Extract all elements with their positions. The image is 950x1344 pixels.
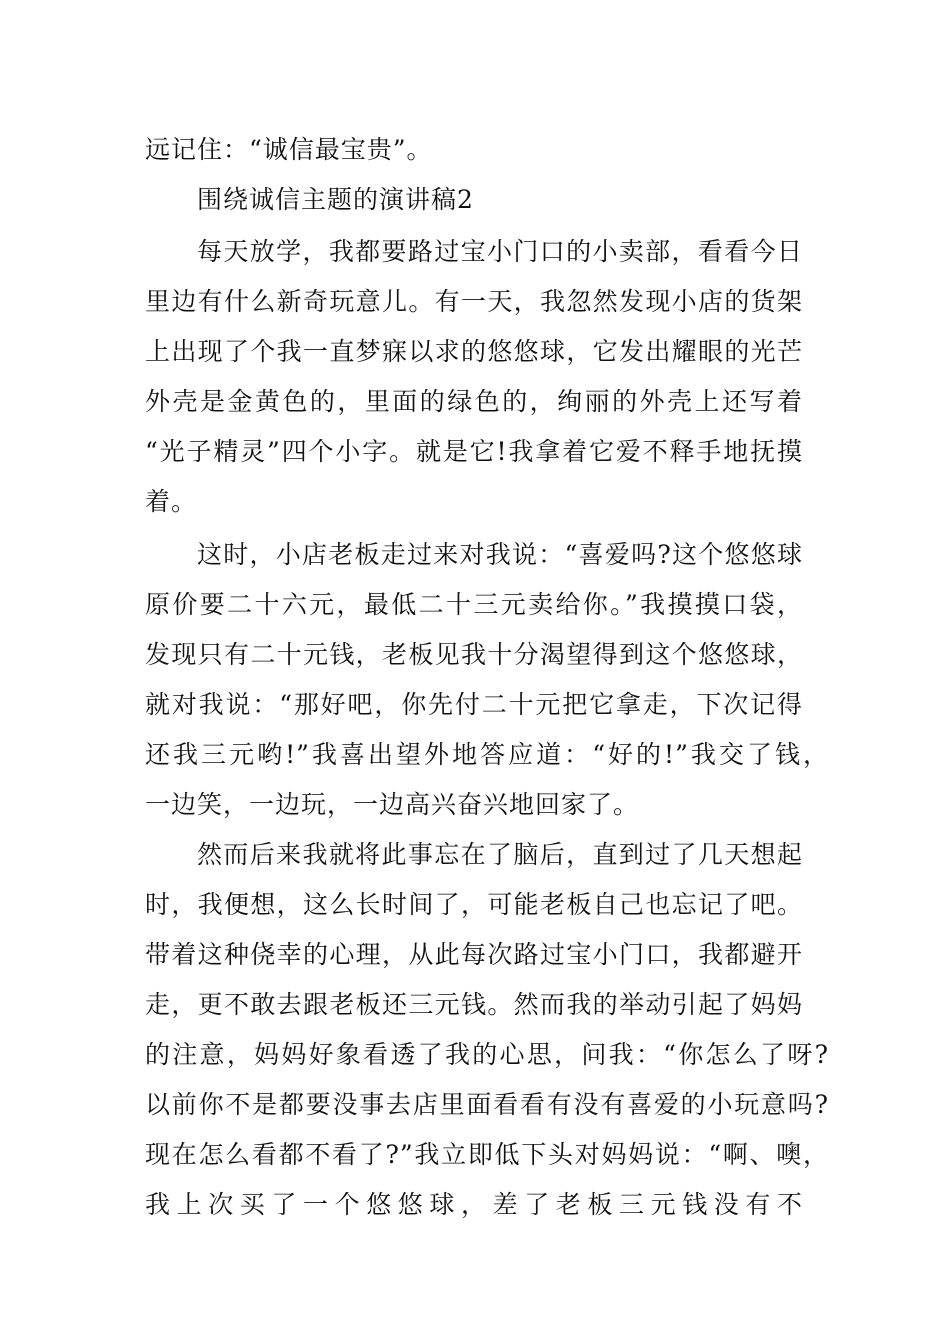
text-line: 然而后来我就将此事忘在了脑后，直到过了几天想起 <box>197 840 803 869</box>
text-line: 外壳是金黄色的，里面的绿色的，绚丽的外壳上还写着 <box>145 387 803 416</box>
text-line: 就对我说：“那好吧，你先付二十元把它拿走，下次记得 <box>145 690 803 719</box>
text-line: 这时，小店老板走过来对我说：“喜爱吗?这个悠悠球 <box>197 540 803 569</box>
text-line: 远记住：“诚信最宝贵”。 <box>145 135 433 164</box>
text-line: 每天放学，我都要路过宝小门口的小卖部，看看今日 <box>197 237 803 266</box>
text-line: 还我三元哟!”我喜出望外地答应道：“好的!”我交了钱， <box>145 740 829 769</box>
text-line: 现在怎么看都不看了?”我立即低下头对妈妈说：“啊、噢， <box>145 1140 829 1169</box>
text-line: 我上次买了一个悠悠球，差了老板三元钱没有不 <box>145 1190 803 1219</box>
text-line: 一边笑，一边玩，一边高兴奋兴地回家了。 <box>145 790 640 819</box>
section-heading: 围绕诚信主题的演讲稿2 <box>197 185 474 214</box>
text-line: 带着这种侥幸的心理，从此每次路过宝小门口，我都避开 <box>145 940 803 969</box>
text-line: 着。 <box>145 487 198 516</box>
text-line: 上出现了个我一直梦寐以求的悠悠球，它发出耀眼的光芒 <box>145 337 803 366</box>
text-line: 里边有什么新奇玩意儿。有一天，我忽然发现小店的货架 <box>145 287 803 316</box>
text-line: 发现只有二十元钱，老板见我十分渴望得到这个悠悠球， <box>145 640 803 669</box>
text-line: 以前你不是都要没事去店里面看看有没有喜爱的小玩意吗? <box>145 1090 829 1119</box>
text-line: 时，我便想，这么长时间了，可能老板自己也忘记了吧。 <box>145 890 803 919</box>
text-line: “光子精灵”四个小字。就是它!我拿着它爱不释手地抚摸 <box>145 437 803 466</box>
text-line: 原价要二十六元，最低二十三元卖给你。”我摸摸口袋， <box>145 590 803 619</box>
text-line: 的注意，妈妈好象看透了我的心思，问我：“你怎么了呀? <box>145 1040 829 1069</box>
text-line: 走，更不敢去跟老板还三元钱。然而我的举动引起了妈妈 <box>145 990 803 1019</box>
